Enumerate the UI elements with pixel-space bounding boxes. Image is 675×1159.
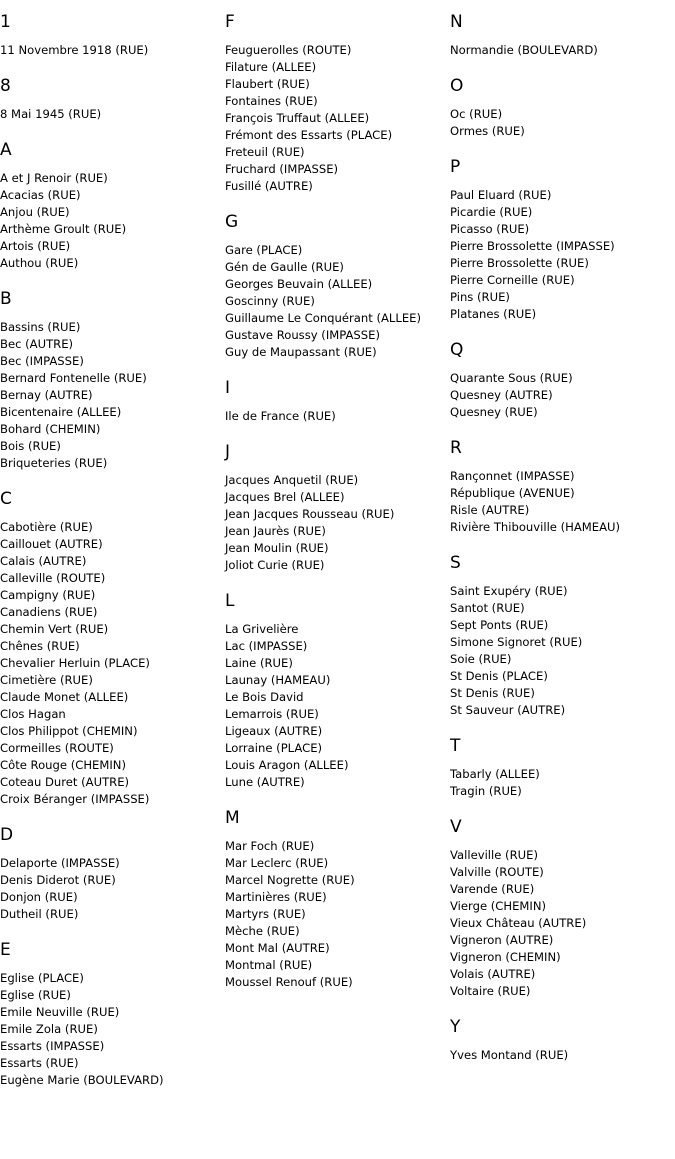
street-entry: Bassins (RUE) [0, 320, 81, 334]
street-entry: Campigny (RUE) [0, 588, 96, 602]
street-entry: Jacques Anquetil (RUE) [225, 473, 359, 487]
street-entry: Fruchard (IMPASSE) [225, 162, 339, 176]
street-entry: Eglise (RUE) [0, 988, 71, 1002]
street-entry: Eglise (PLACE) [0, 971, 84, 985]
letter-heading: I [225, 378, 231, 398]
street-entry: Paul Eluard (RUE) [450, 188, 552, 202]
letter-group [450, 157, 675, 323]
street-entry: Jean Jaurès (RUE) [225, 524, 326, 538]
letter-group [450, 736, 675, 800]
street-entry: Delaporte (IMPASSE) [0, 856, 120, 870]
street-entry: Bec (IMPASSE) [0, 354, 84, 368]
letter-heading: P [450, 157, 461, 177]
street-entry: Joliot Curie (RUE) [225, 558, 325, 572]
street-entry: Caillouet (AUTRE) [0, 537, 103, 551]
street-entry: Lac (IMPASSE) [225, 639, 308, 653]
street-entry: Emile Neuville (RUE) [0, 1005, 120, 1019]
street-entry: Flaubert (RUE) [225, 77, 310, 91]
street-entry: 8 Mai 1945 (RUE) [0, 107, 102, 121]
letter-group [450, 340, 675, 421]
letter-heading: D [0, 825, 14, 845]
letter-group [225, 442, 447, 574]
letter-group [225, 212, 447, 361]
street-entry: Varende (RUE) [450, 882, 535, 896]
letter-group [225, 12, 447, 195]
street-entry: Vierge (CHEMIN) [450, 899, 547, 913]
street-entry: Quarante Sous (RUE) [450, 371, 573, 385]
street-entry: Moussel Renouf (RUE) [225, 975, 353, 989]
street-entry: La Grivelière [225, 622, 299, 636]
letter-group [450, 553, 675, 719]
street-entry: 11 Novembre 1918 (RUE) [0, 43, 149, 57]
street-entry: Laine (RUE) [225, 656, 293, 670]
street-entry: Authou (RUE) [0, 256, 79, 270]
street-entry: Vieux Château (AUTRE) [450, 916, 587, 930]
street-entry: Essarts (RUE) [0, 1056, 79, 1070]
street-entry: Jean Jacques Rousseau (RUE) [225, 507, 395, 521]
street-entry: Montmal (RUE) [225, 958, 313, 972]
letter-heading: O [450, 76, 464, 96]
street-entry: Lorraine (PLACE) [225, 741, 323, 755]
letter-group [450, 817, 675, 1000]
street-entry: A et J Renoir (RUE) [0, 171, 108, 185]
street-entry: Filature (ALLEE) [225, 60, 317, 74]
street-entry: Le Bois David [225, 690, 304, 704]
street-entry: Picardie (RUE) [450, 205, 533, 219]
street-index-column-1 [0, 0, 220, 1089]
letter-group [0, 289, 220, 472]
street-entry: Denis Diderot (RUE) [0, 873, 116, 887]
letter-heading: L [225, 591, 235, 611]
street-entry: Valville (ROUTE) [450, 865, 544, 879]
street-entry: Ormes (RUE) [450, 124, 525, 138]
letter-heading: F [225, 12, 235, 32]
street-entry: Soie (RUE) [450, 652, 512, 666]
letter-group [0, 940, 220, 1089]
street-entry: Gare (PLACE) [225, 243, 303, 257]
letter-heading: N [450, 12, 463, 32]
street-entry: Bec (AUTRE) [0, 337, 74, 351]
street-entry: Freteuil (RUE) [225, 145, 305, 159]
street-entry: Cimetière (RUE) [0, 673, 93, 687]
street-entry: Normandie (BOULEVARD) [450, 43, 598, 57]
letter-group [225, 591, 447, 791]
street-entry: Dutheil (RUE) [0, 907, 79, 921]
street-entry: Bohard (CHEMIN) [0, 422, 101, 436]
street-entry: St Denis (PLACE) [450, 669, 548, 683]
street-entry: Tabarly (ALLEE) [450, 767, 540, 781]
letter-heading: B [0, 289, 12, 309]
street-entry: Croix Béranger (IMPASSE) [0, 792, 150, 806]
street-entry: Briqueteries (RUE) [0, 456, 108, 470]
letter-heading: V [450, 817, 462, 837]
street-entry: Côte Rouge (CHEMIN) [0, 758, 126, 772]
street-entry: Marcel Nogrette (RUE) [225, 873, 355, 887]
street-entry: Louis Aragon (ALLEE) [225, 758, 349, 772]
street-index-column-3 [450, 0, 675, 1064]
street-entry: Pierre Brossolette (IMPASSE) [450, 239, 615, 253]
street-entry: Feuguerolles (ROUTE) [225, 43, 352, 57]
street-entry: Oc (RUE) [450, 107, 503, 121]
letter-heading: J [225, 442, 231, 462]
street-entry: Bois (RUE) [0, 439, 61, 453]
letter-heading: A [0, 140, 12, 160]
street-entry: Platanes (RUE) [450, 307, 537, 321]
street-entry: Pins (RUE) [450, 290, 510, 304]
street-entry: François Truffaut (ALLEE) [225, 111, 370, 125]
street-entry: Sept Ponts (RUE) [450, 618, 549, 632]
street-entry: Bernay (AUTRE) [0, 388, 93, 402]
letter-heading: G [225, 212, 239, 232]
street-entry: Donjon (RUE) [0, 890, 78, 904]
street-entry: Frémont des Essarts (PLACE) [225, 128, 393, 142]
street-entry: Yves Montand (RUE) [450, 1048, 569, 1062]
letter-group [450, 438, 675, 536]
letter-heading: 8 [0, 76, 11, 96]
letter-heading: 1 [0, 12, 11, 32]
letter-group [450, 1017, 675, 1064]
letter-group [0, 489, 220, 808]
street-entry: Jacques Brel (ALLEE) [225, 490, 345, 504]
letter-heading: C [0, 489, 12, 509]
street-entry: Lune (AUTRE) [225, 775, 305, 789]
street-entry: Canadiens (RUE) [0, 605, 98, 619]
street-entry: Mont Mal (AUTRE) [225, 941, 330, 955]
letter-group [0, 12, 220, 59]
street-entry: Arthème Groult (RUE) [0, 222, 127, 236]
letter-group [0, 825, 220, 923]
street-entry: Mèche (RUE) [225, 924, 300, 938]
street-index-column-2 [225, 0, 447, 991]
letter-group [225, 378, 447, 425]
street-entry: Santot (RUE) [450, 601, 525, 615]
street-entry: Fontaines (RUE) [225, 94, 318, 108]
street-entry: Chemin Vert (RUE) [0, 622, 109, 636]
street-entry: Voltaire (RUE) [450, 984, 531, 998]
street-entry: Simone Signoret (RUE) [450, 635, 583, 649]
letter-heading: Y [450, 1017, 461, 1037]
street-entry: Georges Beuvain (ALLEE) [225, 277, 373, 291]
street-entry: Calleville (ROUTE) [0, 571, 106, 585]
street-entry: Picasso (RUE) [450, 222, 530, 236]
street-entry: Risle (AUTRE) [450, 503, 530, 517]
street-entry: Cormeilles (ROUTE) [0, 741, 114, 755]
street-entry: Quesney (AUTRE) [450, 388, 553, 402]
street-entry: Guy de Maupassant (RUE) [225, 345, 377, 359]
street-entry: Gustave Roussy (IMPASSE) [225, 328, 380, 342]
street-entry: Volais (AUTRE) [450, 967, 536, 981]
street-entry: Tragin (RUE) [450, 784, 522, 798]
street-entry: Mar Leclerc (RUE) [225, 856, 329, 870]
street-entry: Bicentenaire (ALLEE) [0, 405, 122, 419]
street-entry: Vigneron (AUTRE) [450, 933, 554, 947]
street-entry: Clos Hagan [0, 707, 66, 721]
street-entry: Goscinny (RUE) [225, 294, 315, 308]
letter-heading: T [450, 736, 461, 756]
letter-group [0, 140, 220, 272]
street-entry: Eugène Marie (BOULEVARD) [0, 1073, 164, 1087]
street-entry: Lemarrois (RUE) [225, 707, 319, 721]
letter-heading: E [0, 940, 11, 960]
letter-group [450, 12, 675, 59]
street-entry: Gén de Gaulle (RUE) [225, 260, 344, 274]
street-entry: Martinières (RUE) [225, 890, 327, 904]
street-entry: Bernard Fontenelle (RUE) [0, 371, 147, 385]
letter-heading: Q [450, 340, 464, 360]
street-entry: Anjou (RUE) [0, 205, 70, 219]
street-entry: Pierre Corneille (RUE) [450, 273, 575, 287]
street-entry: Martyrs (RUE) [225, 907, 306, 921]
street-entry: St Sauveur (AUTRE) [450, 703, 566, 717]
street-entry: Rivière Thibouville (HAMEAU) [450, 520, 621, 534]
street-entry: Vigneron (CHEMIN) [450, 950, 561, 964]
street-entry: République (AVENUE) [450, 486, 575, 500]
letter-group [225, 808, 447, 991]
street-entry: Saint Exupéry (RUE) [450, 584, 568, 598]
street-entry: Pierre Brossolette (RUE) [450, 256, 589, 270]
street-entry: Ile de France (RUE) [225, 409, 336, 423]
street-entry: Launay (HAMEAU) [225, 673, 331, 687]
street-entry: Chevalier Herluin (PLACE) [0, 656, 150, 670]
street-entry: Fusillé (AUTRE) [225, 179, 313, 193]
street-entry: Artois (RUE) [0, 239, 71, 253]
street-entry: Mar Foch (RUE) [225, 839, 315, 853]
street-entry: Essarts (IMPASSE) [0, 1039, 105, 1053]
street-entry: Emile Zola (RUE) [0, 1022, 98, 1036]
street-entry: Claude Monet (ALLEE) [0, 690, 129, 704]
street-entry: Guillaume Le Conquérant (ALLEE) [225, 311, 422, 325]
street-entry: Ligeaux (AUTRE) [225, 724, 323, 738]
street-entry: Rançonnet (IMPASSE) [450, 469, 575, 483]
street-entry: Calais (AUTRE) [0, 554, 87, 568]
street-entry: Chênes (RUE) [0, 639, 80, 653]
letter-group [450, 76, 675, 140]
street-entry: Quesney (RUE) [450, 405, 538, 419]
letter-group [0, 76, 220, 123]
street-entry: Cabotière (RUE) [0, 520, 93, 534]
street-entry: Acacias (RUE) [0, 188, 81, 202]
letter-heading: M [225, 808, 240, 828]
street-entry: St Denis (RUE) [450, 686, 535, 700]
street-entry: Clos Philippot (CHEMIN) [0, 724, 138, 738]
letter-heading: S [450, 553, 461, 573]
street-entry: Valleville (RUE) [450, 848, 538, 862]
street-entry: Coteau Duret (AUTRE) [0, 775, 130, 789]
street-entry: Jean Moulin (RUE) [225, 541, 329, 555]
letter-heading: R [450, 438, 462, 458]
